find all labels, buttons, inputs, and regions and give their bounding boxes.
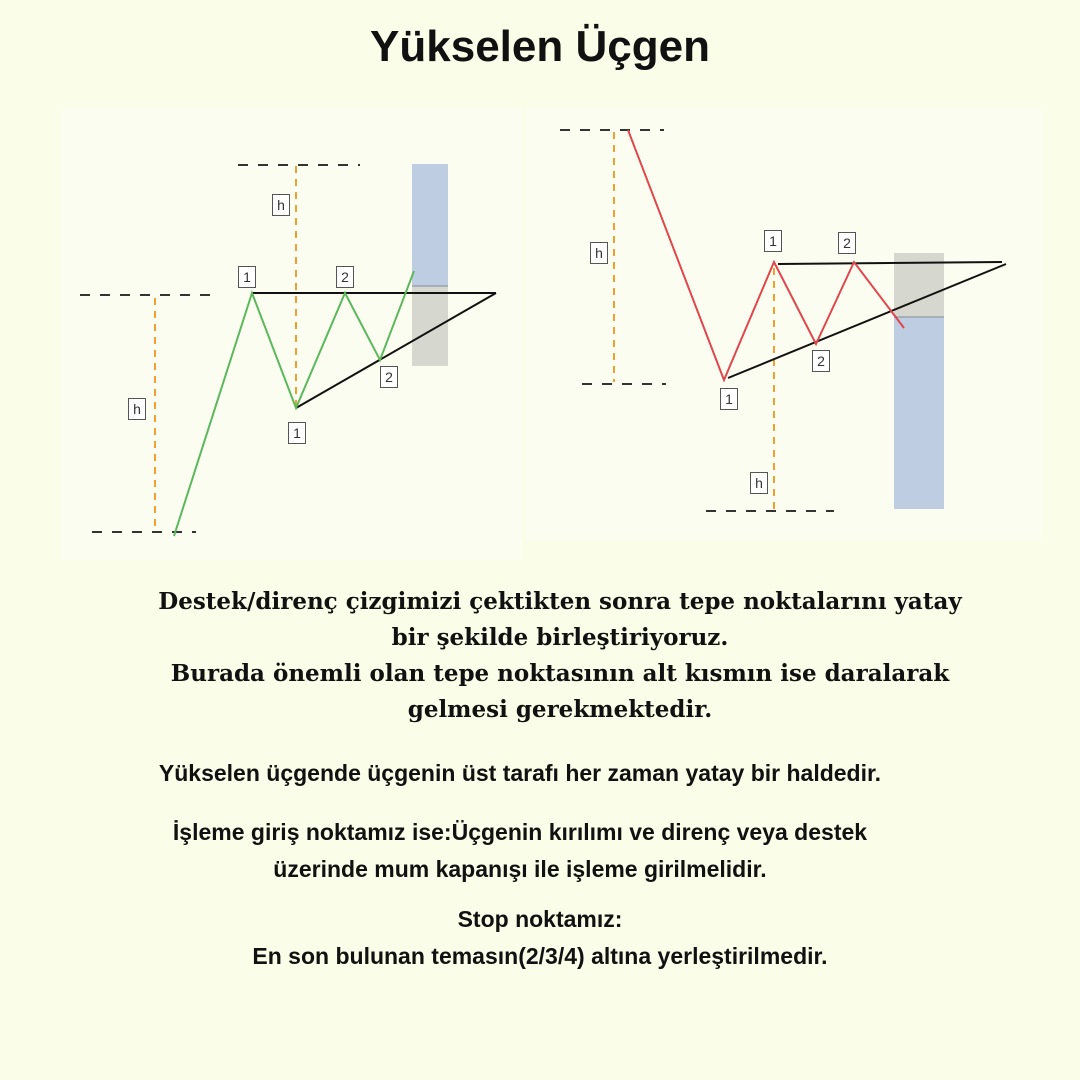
support-line	[296, 293, 496, 408]
explanation-line-1: Destek/direnç çizgimizi çektikten sonra tepe noktalarını yatay	[158, 588, 962, 615]
target-zone	[894, 317, 944, 509]
label-h-top: h	[272, 194, 290, 216]
explanation-paragraph	[60, 584, 1060, 728]
explanation-line-3: Burada önemli olan tepe noktasının alt kısmın ise daralarak	[170, 660, 950, 687]
bearish-triangle-diagram	[526, 108, 1042, 540]
bullish-triangle-diagram	[62, 108, 522, 560]
page-title: Yükselen Üçgen	[370, 22, 710, 71]
entry-paragraph	[20, 814, 1020, 888]
target-zone	[412, 164, 448, 286]
stop-line-1: Stop noktamız:	[457, 906, 623, 932]
stop-line-2: En son bulunan temasın(2/3/4) altına yerleştirilmedir.	[252, 943, 828, 969]
label-low-1: 1	[288, 422, 306, 444]
explanation-line-4: gelmesi gerekmektedir.	[407, 696, 713, 723]
bearish-triangle-svg	[526, 108, 1042, 540]
label-low-2: 2	[380, 366, 398, 388]
support-line	[728, 264, 1006, 378]
label-h-bottom: h	[750, 472, 768, 494]
rule-paragraph: Yükselen üçgende üçgenin üst tarafı her zaman yatay bir haldedir.	[158, 760, 882, 786]
resistance-line	[778, 262, 1002, 264]
label-touch-2: 2	[812, 350, 830, 372]
stop-zone	[412, 286, 448, 366]
label-peak-2: 2	[336, 266, 354, 288]
label-peak-1: 1	[764, 230, 782, 252]
bullish-triangle-svg	[62, 108, 522, 560]
entry-line-1: İşleme giriş noktamız ise:Üçgenin kırılımı ve direnç veya destek	[172, 819, 868, 845]
label-h-top: h	[590, 242, 608, 264]
price-path	[628, 130, 904, 380]
stop-paragraph	[40, 901, 1040, 975]
label-low-1: 1	[720, 388, 738, 410]
price-path	[174, 271, 414, 536]
explanation-line-2: bir şekilde birleştiriyoruz.	[391, 624, 729, 651]
label-peak-2: 2	[838, 232, 856, 254]
label-h-bottom: h	[128, 398, 146, 420]
label-peak-1: 1	[238, 266, 256, 288]
entry-line-2: üzerinde mum kapanışı ile işleme girilmelidir.	[273, 856, 767, 882]
